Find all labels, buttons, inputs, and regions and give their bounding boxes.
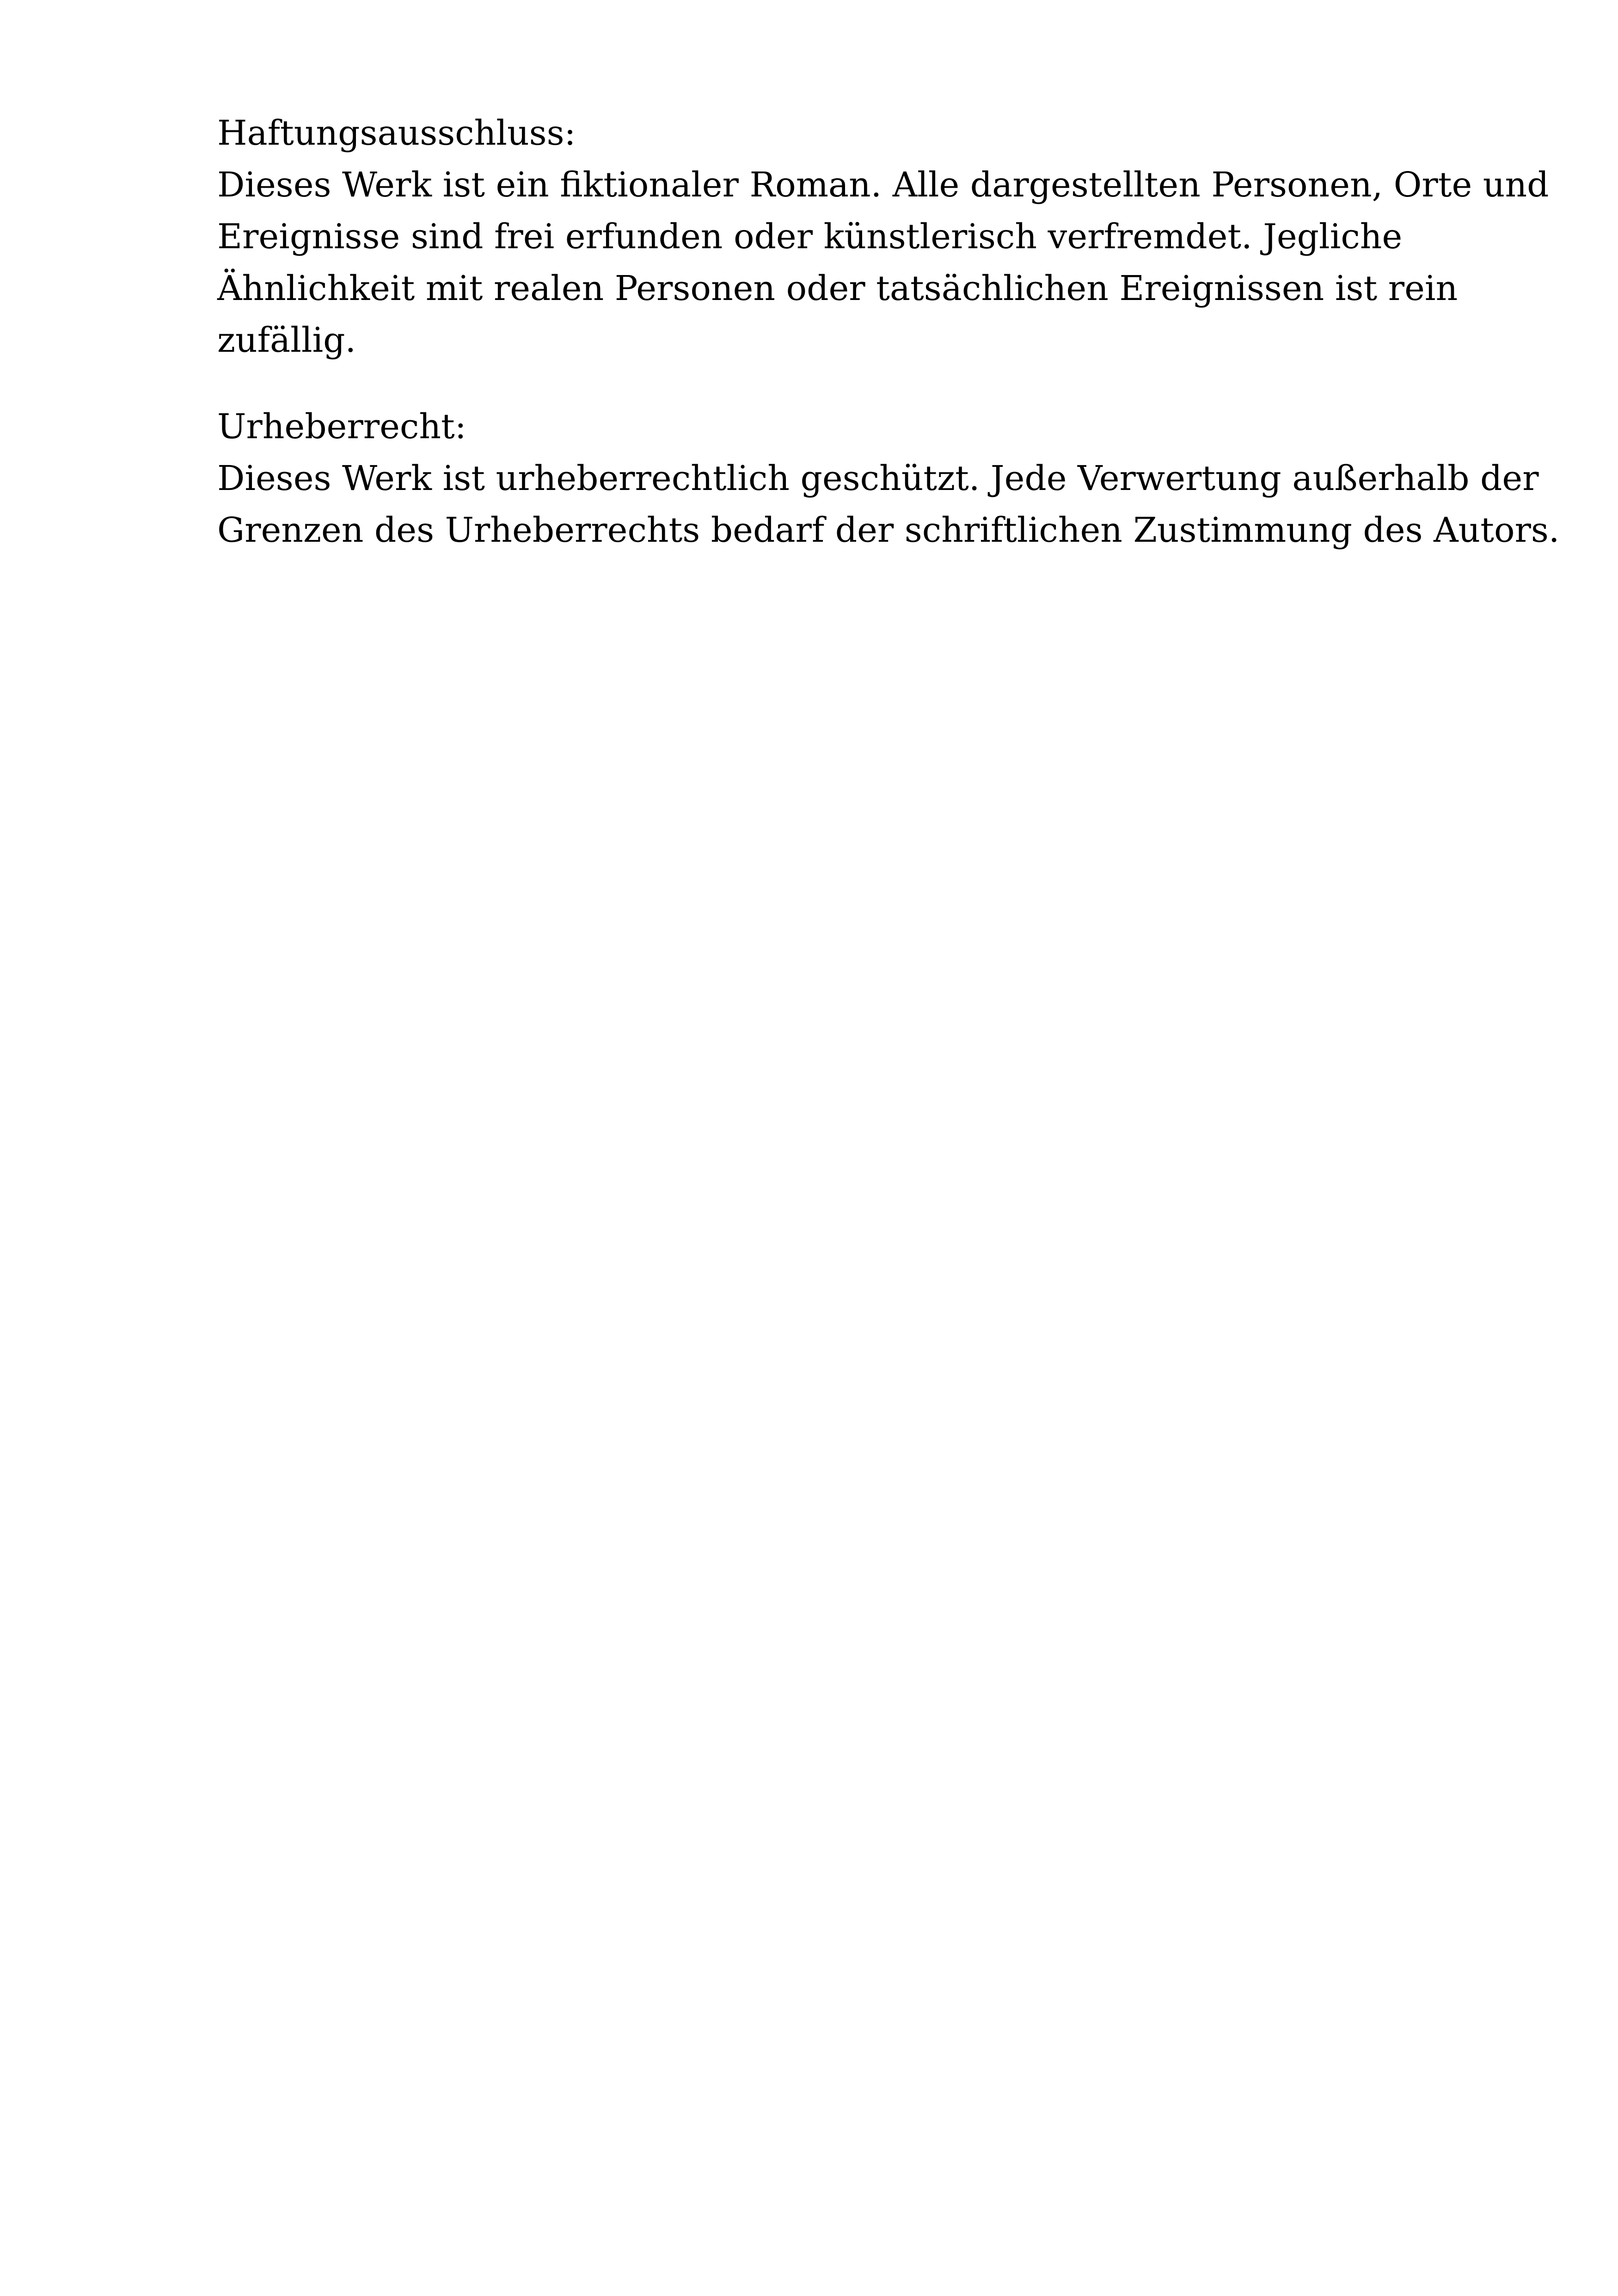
disclaimer-line-2: Ereignisse sind frei erfunden oder künstlerisch verfremdet. Jegliche <box>217 217 1403 257</box>
copyright-heading: Urheberrecht: <box>217 407 466 447</box>
disclaimer-heading: Haftungsausschluss: <box>217 113 576 153</box>
disclaimer-line-1: Dieses Werk ist ein fiktionaler Roman. Alle dargestellten Personen, Orte und <box>217 165 1549 205</box>
disclaimer-section <box>217 107 1549 366</box>
copyright-line-1: Dieses Werk ist urheberrechtlich geschützt. Jede Verwertung außerhalb der <box>217 459 1539 498</box>
copyright-section <box>217 401 1560 556</box>
copyright-line-2: Grenzen des Urheberrechts bedarf der schriftlichen Zustimmung des Autors. <box>217 510 1560 550</box>
disclaimer-line-3: Ähnlichkeit mit realen Personen oder tatsächlichen Ereignissen ist rein <box>217 269 1458 308</box>
disclaimer-line-4: zufällig. <box>217 320 356 360</box>
page-content <box>217 107 1560 556</box>
